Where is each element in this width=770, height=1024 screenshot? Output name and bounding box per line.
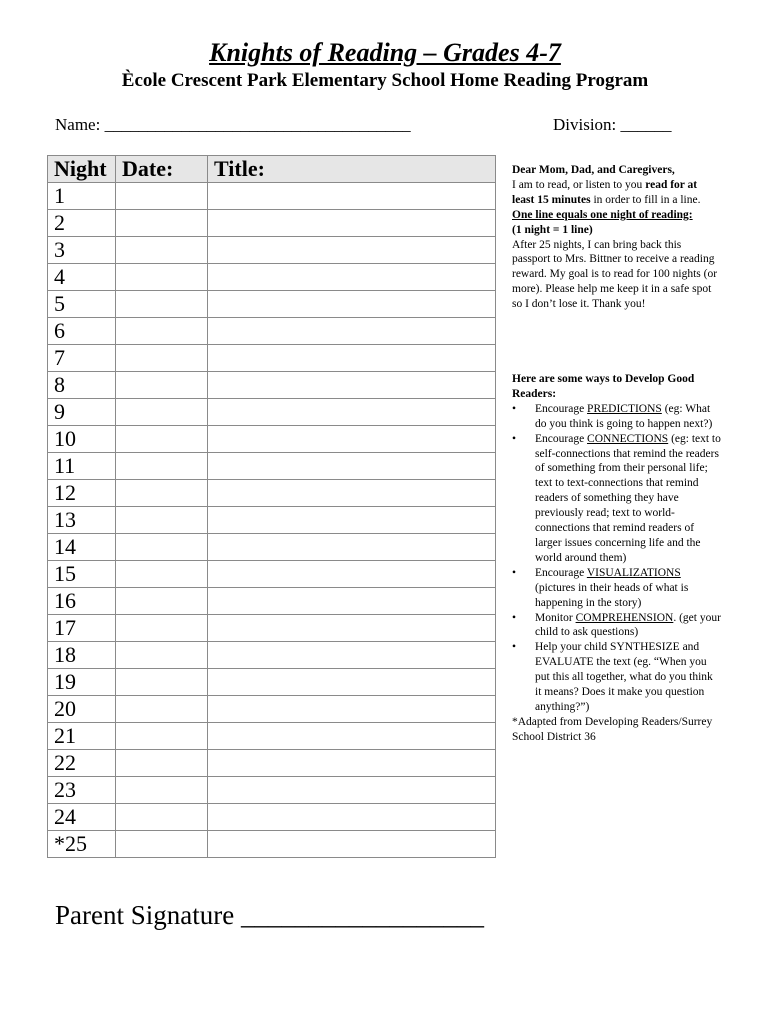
date-cell[interactable] xyxy=(116,183,208,210)
letter-instruction-end: in order to fill in a line. xyxy=(590,193,701,206)
night-number: 23 xyxy=(48,777,116,804)
date-cell[interactable] xyxy=(116,642,208,669)
date-cell[interactable] xyxy=(116,777,208,804)
title-cell[interactable] xyxy=(208,345,496,372)
parent-signature-line[interactable]: Parent Signature __________________ xyxy=(55,900,484,930)
night-number: 21 xyxy=(48,723,116,750)
tip-item xyxy=(512,566,722,611)
date-cell[interactable] xyxy=(116,669,208,696)
title-cell[interactable] xyxy=(208,237,496,264)
tip-detail: . (get your child to ask questions) xyxy=(535,611,721,639)
date-cell[interactable] xyxy=(116,426,208,453)
title-cell[interactable] xyxy=(208,453,496,480)
date-cell[interactable] xyxy=(116,615,208,642)
night-number: 13 xyxy=(48,507,116,534)
title-cell[interactable] xyxy=(208,696,496,723)
night-number: 5 xyxy=(48,291,116,318)
table-row xyxy=(48,210,496,237)
tip-keyword: CONNECTIONS xyxy=(587,432,669,445)
table-row xyxy=(48,534,496,561)
title-cell[interactable] xyxy=(208,723,496,750)
night-column-header: Night xyxy=(48,156,116,183)
night-number: 1 xyxy=(48,183,116,210)
night-number: 6 xyxy=(48,318,116,345)
night-number: 20 xyxy=(48,696,116,723)
table-row xyxy=(48,183,496,210)
title-cell[interactable] xyxy=(208,507,496,534)
date-cell[interactable] xyxy=(116,345,208,372)
night-number: 4 xyxy=(48,264,116,291)
tips-list xyxy=(512,402,722,715)
table-row xyxy=(48,453,496,480)
table-row xyxy=(48,561,496,588)
night-number: 19 xyxy=(48,669,116,696)
title-cell[interactable] xyxy=(208,588,496,615)
date-cell[interactable] xyxy=(116,804,208,831)
table-header-row xyxy=(48,156,496,183)
table-row xyxy=(48,723,496,750)
table-row xyxy=(48,480,496,507)
night-number: 3 xyxy=(48,237,116,264)
date-cell[interactable] xyxy=(116,372,208,399)
tip-item xyxy=(512,432,722,566)
name-field[interactable]: Name: ____________________________________ xyxy=(55,115,411,134)
date-cell[interactable] xyxy=(116,210,208,237)
tip-text: Encourage xyxy=(535,432,588,445)
night-number: *25 xyxy=(48,831,116,858)
letter-instruction-emphasis: read for at least 15 minutes xyxy=(512,178,698,206)
table-row xyxy=(48,426,496,453)
table-row xyxy=(48,345,496,372)
night-number: 9 xyxy=(48,399,116,426)
title-cell[interactable] xyxy=(208,264,496,291)
night-number: 11 xyxy=(48,453,116,480)
letter-rule-equation: (1 night = 1 line) xyxy=(512,223,593,236)
table-row xyxy=(48,264,496,291)
date-cell[interactable] xyxy=(116,723,208,750)
night-number: 8 xyxy=(48,372,116,399)
night-number: 2 xyxy=(48,210,116,237)
title-cell[interactable] xyxy=(208,615,496,642)
reading-tips xyxy=(512,372,722,745)
night-number: 15 xyxy=(48,561,116,588)
title-cell[interactable] xyxy=(208,426,496,453)
night-number: 24 xyxy=(48,804,116,831)
table-row xyxy=(48,669,496,696)
table-row xyxy=(48,291,496,318)
tip-detail: (pictures in their heads of what is happening in the story) xyxy=(535,581,689,609)
tip-item xyxy=(512,611,722,641)
date-cell[interactable] xyxy=(116,588,208,615)
letter-greeting: Dear Mom, Dad, and Caregivers, xyxy=(512,164,675,176)
title-cell[interactable] xyxy=(208,183,496,210)
letter-body: After 25 nights, I can bring back this passport to Mrs. Bittner to receive a reading reward. My goal is to read for 100 nights (or more). Please help me keep it in a safe spot so I don’t lose it. Thank you! xyxy=(512,238,718,311)
tip-detail: (eg: text to self-connections that remind the readers of something from their personal life; text to text-connections that remind readers of something they have previously read; text to world-connections that remind readers of larger issues concerning life and the world around them) xyxy=(535,432,721,564)
title-cell[interactable] xyxy=(208,291,496,318)
page-subtitle: Ècole Crescent Park Elementary School Home Reading Program xyxy=(121,70,649,91)
tips-heading: Here are some ways to Develop Good Readers: xyxy=(512,373,695,400)
title-cell[interactable] xyxy=(208,642,496,669)
title-cell[interactable] xyxy=(208,534,496,561)
date-cell[interactable] xyxy=(116,291,208,318)
letter-instruction xyxy=(512,178,722,208)
tip-item xyxy=(512,402,722,432)
parent-letter xyxy=(512,163,722,312)
tip-text: Encourage xyxy=(535,402,588,415)
table-row xyxy=(48,588,496,615)
title-cell[interactable] xyxy=(208,669,496,696)
night-number: 7 xyxy=(48,345,116,372)
night-number: 16 xyxy=(48,588,116,615)
title-cell[interactable] xyxy=(208,831,496,858)
title-cell[interactable] xyxy=(208,750,496,777)
date-cell[interactable] xyxy=(116,318,208,345)
tip-keyword: PREDICTIONS xyxy=(587,402,662,415)
date-cell[interactable] xyxy=(116,507,208,534)
title-cell[interactable] xyxy=(208,480,496,507)
tip-item xyxy=(512,640,722,715)
division-field[interactable]: Division: ______ xyxy=(553,115,672,134)
date-cell[interactable] xyxy=(116,534,208,561)
tip-detail: (eg: What do you think is going to happen next?) xyxy=(535,402,713,430)
table-row xyxy=(48,750,496,777)
night-number: 22 xyxy=(48,750,116,777)
table-row xyxy=(48,372,496,399)
date-column-header: Date: xyxy=(116,156,208,183)
letter-instruction-start: I am to read, or listen to you xyxy=(512,178,646,191)
date-cell[interactable] xyxy=(116,750,208,777)
tips-credit: *Adapted from Developing Readers/Surrey School District 36 xyxy=(512,715,713,743)
table-row xyxy=(48,237,496,264)
date-cell[interactable] xyxy=(116,453,208,480)
table-row xyxy=(48,696,496,723)
date-cell[interactable] xyxy=(116,561,208,588)
title-cell[interactable] xyxy=(208,372,496,399)
night-number: 14 xyxy=(48,534,116,561)
date-cell[interactable] xyxy=(116,237,208,264)
table-row xyxy=(48,399,496,426)
table-row xyxy=(48,804,496,831)
tip-keyword: COMPREHENSION xyxy=(575,611,674,624)
title-cell[interactable] xyxy=(208,318,496,345)
tip-text: Help your child SYNTHESIZE and EVALUATE the text (eg. “When you put this all together, what do you think it means? Does it make you question anything?”) xyxy=(535,641,713,713)
date-cell[interactable] xyxy=(116,399,208,426)
page-title: Knights of Reading – Grades 4-7 xyxy=(209,38,561,67)
title-cell[interactable] xyxy=(208,210,496,237)
table-row xyxy=(48,615,496,642)
table-row xyxy=(48,507,496,534)
night-number: 10 xyxy=(48,426,116,453)
letter-rule: One line equals one night of reading: xyxy=(512,208,693,221)
table-row xyxy=(48,318,496,345)
table-row xyxy=(48,777,496,804)
tip-keyword: VISUALIZATIONS xyxy=(586,566,681,579)
title-cell[interactable] xyxy=(208,777,496,804)
night-number: 18 xyxy=(48,642,116,669)
reading-log-table xyxy=(47,155,496,858)
date-cell[interactable] xyxy=(116,480,208,507)
table-row xyxy=(48,642,496,669)
tip-text: Monitor xyxy=(535,611,576,624)
title-cell[interactable] xyxy=(208,399,496,426)
title-column-header: Title: xyxy=(208,156,496,183)
night-number: 12 xyxy=(48,480,116,507)
date-cell[interactable] xyxy=(116,831,208,858)
table-row xyxy=(48,831,496,858)
title-cell[interactable] xyxy=(208,804,496,831)
night-number: 17 xyxy=(48,615,116,642)
date-cell[interactable] xyxy=(116,264,208,291)
date-cell[interactable] xyxy=(116,696,208,723)
title-cell[interactable] xyxy=(208,561,496,588)
tip-text: Encourage xyxy=(535,566,587,579)
